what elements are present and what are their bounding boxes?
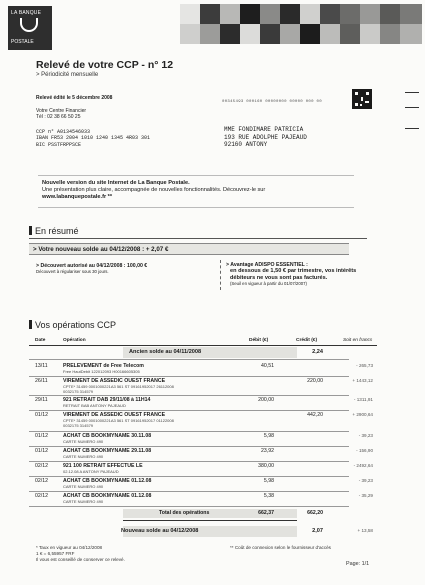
row-debit: 5,98 [263, 433, 274, 439]
centre-phone: Tél : 02 38 66 50 25 [36, 114, 81, 121]
row-detail: CPTE* 31459 0001000221A3 561 ST 09161952017 01122008 [63, 418, 174, 423]
operations-table-header [29, 336, 377, 346]
row-separator [29, 506, 349, 507]
bic: BIC PSSTFRPPSCE [36, 141, 82, 148]
row-debit: 380,00 [258, 463, 274, 469]
row-detail: CARTE NUMERO 490 [63, 484, 104, 489]
row-credit: 442,20 [307, 412, 323, 418]
row-detail: 02.12.08 A ANTONY PAJEAUD [63, 469, 119, 474]
row-francs: - 265,73 [356, 363, 373, 368]
row-separator [29, 446, 349, 447]
overdraft-note: Découvert à régulariser sous 30 jours. [36, 269, 109, 275]
row-date: 02/12 [35, 463, 48, 469]
footer-conversion: 1 € = 6,55957 FRF [36, 550, 75, 556]
row-francs: - 1311,91 [353, 397, 373, 402]
row-label: VIREMENT DE ASSEDIC OUEST FRANCE [63, 412, 166, 418]
row-label: VIREMENT DE ASSEDIC OUEST FRANCE [63, 378, 166, 384]
row-date: 13/11 [35, 363, 48, 369]
adispo-line2: débiteurs ne vous sont pas facturés. [230, 274, 328, 281]
footer-advice: Il vous est conseillé de conserver ce relevé. [36, 556, 125, 562]
row-date: 26/11 [35, 378, 48, 384]
address-name: MME FONDIMARE PATRICIA [224, 126, 304, 133]
summary-heading-text: En résumé [35, 226, 79, 236]
page-number: Page: 1/1 [346, 561, 370, 567]
row-separator [29, 359, 349, 360]
nouveau-solde-credit: 2,07 [312, 528, 323, 534]
col-credit: Crédit (€) [296, 338, 318, 343]
footer-notes [36, 545, 125, 562]
qr-code-icon [352, 89, 372, 109]
page-subtitle: > Périodicité mensuelle [36, 72, 99, 78]
row-label: ACHAT CB BOOKMYNAME 30.11.08 [63, 433, 152, 439]
row-debit: 5,98 [263, 478, 274, 484]
account-identifiers [36, 129, 150, 148]
row-label: ACHAT CB BOOKMYNAME 29.11.08 [63, 448, 152, 454]
nouveau-solde-francs: + 13,58 [357, 528, 373, 533]
row-separator [29, 476, 349, 477]
footer-rate: * Taux en vigueur au 04/12/2008 [36, 545, 103, 550]
adispo-line1: en dessous de 1,50 € par trimestre, vos intérêts [230, 268, 357, 275]
row-date: 02/12 [35, 478, 48, 484]
operations-heading-text: Vos opérations CCP [35, 320, 117, 330]
row-separator [29, 395, 349, 396]
summary-heading [29, 226, 79, 236]
totals-debit: 662,37 [258, 510, 274, 516]
row-label: 921 RETRAIT DAB 29/11/08 à 11H14 [63, 397, 151, 403]
row-detail: RETRAIT BAB ANTONY PAJEAUD [63, 403, 126, 408]
financial-centre [36, 108, 86, 121]
centre-name: Votre Centre Financier [36, 108, 87, 114]
totals-credit: 662,20 [307, 510, 323, 516]
row-label: ACHAT CB BOOKMYNAME 01.12.08 [63, 493, 152, 499]
col-debit: Débit (€) [249, 338, 269, 343]
row-separator [29, 491, 349, 492]
operations-heading [29, 320, 116, 330]
row-detail: CARTE NUMERO 490 [63, 439, 104, 444]
row-debit: 5,38 [263, 493, 274, 499]
edition-date: Relevé édité le 5 décembre 2008 [36, 95, 113, 101]
website-notice [38, 175, 354, 208]
totals-rule [123, 520, 297, 521]
bank-name-line2: POSTALE [11, 39, 34, 45]
row-label: 921 100 RETRAIT EFFECTUE LE [63, 463, 143, 469]
notice-headline: Nouvelle version du site Internet de La Banque Postale. [42, 180, 190, 186]
row-credit: 220,00 [307, 378, 323, 384]
col-francs: Soit en francs [343, 338, 373, 343]
new-balance-summary: > Votre nouveau solde au 04/12/2008 : + 2,07 € [29, 243, 349, 255]
row-separator [29, 431, 349, 432]
row-separator [29, 461, 349, 462]
address-street: 193 RUE ADOLPHE PAJEAUD [224, 133, 307, 141]
row-francs: - 156,90 [356, 448, 373, 453]
bank-logo [8, 6, 52, 50]
ccp-number: CCP n° A0134546033 [36, 129, 91, 135]
barcode-number: 00345493 000160 00000000 00000 000 00 [222, 100, 322, 104]
notice-link[interactable]: www.labanquepostale.fr ** [42, 194, 113, 200]
row-debit: 200,00 [258, 397, 274, 403]
iban: IBAN FR53 2004 1010 1240 1345 4R03 301 [36, 135, 151, 142]
summary-divider [220, 260, 221, 290]
row-detail: CARTE NUMERO 490 [63, 499, 104, 504]
page-title: Relevé de votre CCP - n° 12 [36, 59, 174, 71]
footer-connection-note: ** Coût de connexion selon le fournisseur d'accès [230, 545, 331, 550]
overdraft-info [36, 263, 147, 276]
row-detail: Free HautDebit 122012093 H00166605305 [63, 369, 140, 374]
bank-name-line1: LA BANQUE [11, 10, 42, 16]
row-separator [29, 376, 349, 377]
address-city: 92160 ANTONY [224, 141, 268, 148]
row-debit: 40,51 [261, 363, 274, 369]
row-label: ACHAT CB BOOKMYNAME 01.12.08 [63, 478, 152, 484]
row-francs: - 39,23 [358, 433, 373, 438]
row-detail-2: 0032175 314579 [63, 389, 94, 394]
header-mosaic [180, 4, 422, 48]
row-date: 29/11 [35, 397, 48, 403]
nouveau-solde-label: Nouveau solde au 04/12/2008 [121, 528, 199, 534]
logo-mark-icon [20, 18, 38, 32]
row-date: 01/12 [35, 448, 48, 454]
col-operation: Opération [63, 338, 86, 343]
row-detail: CPTE* 31459 0001000221A3 561 ST 09161952017 26112008 [63, 384, 174, 389]
col-date: Date [35, 338, 46, 343]
totals-label: Total des opérations [159, 510, 210, 516]
summary-rule [29, 238, 367, 239]
row-date: 02/12 [35, 493, 48, 499]
row-francs: - 39,23 [358, 478, 373, 483]
row-detail-2: 0032175 314579 [63, 423, 94, 428]
ancien-solde-label: Ancien solde au 04/11/2008 [129, 349, 202, 355]
adispo-info [226, 262, 356, 288]
row-francs: - 2492,64 [353, 463, 373, 468]
customer-address [224, 126, 307, 149]
row-label: PRELEVEMENT de Free Telecom [63, 363, 144, 369]
row-francs: + 1443,12 [352, 378, 373, 383]
ancien-solde-credit: 2,24 [312, 349, 323, 355]
row-francs: - 35,29 [358, 493, 373, 498]
row-detail: CARTE NUMERO 490 [63, 454, 104, 459]
row-date: 01/12 [35, 412, 48, 418]
row-separator [29, 410, 349, 411]
overdraft-label: > Découvert autorisé au 04/12/2008 : 100,00 € [36, 263, 148, 269]
notice-body: Une présentation plus claire, accompagnée de nouvelles fonctionnalités. Découvrez-le sur [42, 187, 266, 193]
adispo-title: > Avantage ADISPO ESSENTIEL : [226, 262, 308, 268]
adispo-note: (Seuil en vigueur à partir du 01/07/2007) [230, 281, 307, 287]
row-date: 01/12 [35, 433, 48, 439]
row-debit: 23,92 [261, 448, 274, 454]
row-francs: + 2900,64 [352, 412, 373, 417]
